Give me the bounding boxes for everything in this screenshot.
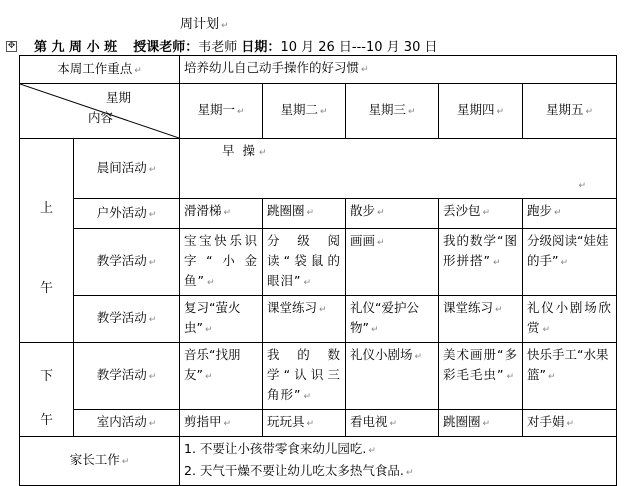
focus-value[interactable]: 培养幼儿自己动手操作的好习惯 ↵ xyxy=(180,56,617,84)
indoor-mon[interactable]: 剪指甲 ↵ xyxy=(180,410,263,437)
day-header-thu[interactable]: 星期四 ↵ xyxy=(439,84,523,139)
outdoor-tue[interactable]: 跳圈圈 ↵ xyxy=(263,199,346,229)
teaching-1-fri[interactable]: 分级阅读“娃娃的手” ↵ xyxy=(523,229,617,296)
morning-section-cell[interactable] xyxy=(20,139,74,343)
teaching-1-thu[interactable]: 我的数学“图形拼搭” ↵ xyxy=(439,229,523,296)
teaching-2-label[interactable]: 教学活动 ↵ xyxy=(74,296,180,343)
parents-value[interactable] xyxy=(180,437,617,486)
afternoon-char-1: 下 xyxy=(40,369,54,384)
days-header-row xyxy=(20,84,617,139)
morning-char-2: 午 xyxy=(40,281,54,296)
outdoor-label[interactable]: 户外活动 ↵ xyxy=(74,199,180,229)
teacher-name: 韦老师 xyxy=(198,40,238,55)
corner-diagonal-cell[interactable] xyxy=(20,84,180,139)
afternoon-section-cell[interactable] xyxy=(20,343,74,437)
outdoor-wed[interactable]: 散步 ↵ xyxy=(346,199,439,229)
parents-item-1: 1. 不要让小孩带零食来幼儿园吃. ↵ xyxy=(184,441,376,456)
teaching-3-tue[interactable]: 我的数学“认识三角形” ↵ xyxy=(263,343,346,410)
teaching-2-mon[interactable]: 复习“萤火虫” ↵ xyxy=(180,296,263,343)
teaching-1-label[interactable]: 教学活动 ↵ xyxy=(74,229,180,296)
parents-item-2: 2. 天气干燥不要让幼儿吃太多热气食品. ↵ xyxy=(184,463,414,478)
outdoor-row xyxy=(20,199,617,229)
teaching-3-wed[interactable]: 礼仪小剧场 ↵ xyxy=(346,343,439,410)
day-header-mon[interactable]: 星期一 ↵ xyxy=(180,84,263,139)
weekly-plan-table xyxy=(19,55,617,486)
focus-row xyxy=(20,56,617,84)
teaching-row-2 xyxy=(20,296,617,343)
header-line xyxy=(34,36,437,55)
morning-exercise-label[interactable]: 晨间活动 ↵ xyxy=(74,139,180,199)
indoor-thu[interactable]: 跳圈圈 ↵ xyxy=(439,410,523,437)
page-title: 周计划 ↵ xyxy=(180,17,229,32)
morning-char-1: 上 xyxy=(40,201,54,216)
outdoor-thu[interactable]: 丢沙包 ↵ xyxy=(439,199,523,229)
morning-exercise-row xyxy=(20,139,617,199)
table-move-handle-icon[interactable]: ✥ xyxy=(7,41,16,51)
outdoor-mon[interactable]: 滑滑梯 ↵ xyxy=(180,199,263,229)
class-label: 第 九 周 小 班 xyxy=(34,40,118,55)
teaching-1-tue[interactable]: 分级阅读“袋鼠的眼泪” ↵ xyxy=(263,229,346,296)
morning-exercise-value[interactable]: 早 操 ↵ ↵ xyxy=(180,139,617,199)
teaching-3-fri[interactable]: 快乐手工“水果篮” ↵ xyxy=(523,343,617,410)
indoor-fri[interactable]: 对手娟 ↵ xyxy=(523,410,617,437)
focus-label[interactable]: 本周工作重点 ↵ xyxy=(20,56,180,84)
day-header-wed[interactable]: 星期三 ↵ xyxy=(346,84,439,139)
date-label: 日期： xyxy=(241,40,281,55)
indoor-wed[interactable]: 看电视 ↵ xyxy=(346,410,439,437)
indoor-row xyxy=(20,410,617,437)
indoor-label[interactable]: 室内活动 ↵ xyxy=(74,410,180,437)
corner-bottom-label: 内容 xyxy=(88,110,114,125)
teaching-row-3 xyxy=(20,343,617,410)
indoor-tue[interactable]: 玩玩具 ↵ xyxy=(263,410,346,437)
afternoon-char-2: 午 xyxy=(40,413,54,428)
day-header-fri[interactable]: 星期五 ↵ xyxy=(523,84,617,139)
day-header-tue[interactable]: 星期二 ↵ xyxy=(263,84,346,139)
teaching-3-thu[interactable]: 美术画册“多彩毛毛虫” ↵ xyxy=(439,343,523,410)
parents-label[interactable]: 家长工作 ↵ xyxy=(20,437,180,486)
teaching-2-wed[interactable]: 礼仪“爱护公物” ↵ xyxy=(346,296,439,343)
corner-top-label: 星期 xyxy=(106,90,132,105)
teaching-1-wed[interactable]: 画画 ↵ xyxy=(346,229,439,296)
teacher-label: 授课老师： xyxy=(133,40,199,55)
teaching-1-mon[interactable]: 宝宝快乐识字“小金鱼” ↵ xyxy=(180,229,263,296)
parents-row xyxy=(20,437,617,486)
outdoor-fri[interactable]: 跑步 ↵ xyxy=(523,199,617,229)
teaching-2-fri[interactable]: 礼仪小剧场欣赏 ↵ xyxy=(523,296,617,343)
date-range: 10 月 26 日---10 月 30 日 xyxy=(280,40,438,55)
teaching-2-tue[interactable]: 课堂练习 ↵ xyxy=(263,296,346,343)
teaching-row-1 xyxy=(20,229,617,296)
teaching-2-thu[interactable]: 课堂练习 ↵ xyxy=(439,296,523,343)
teaching-3-mon[interactable]: 音乐“找朋友” ↵ xyxy=(180,343,263,410)
teaching-3-label[interactable]: 教学活动 ↵ xyxy=(74,343,180,410)
